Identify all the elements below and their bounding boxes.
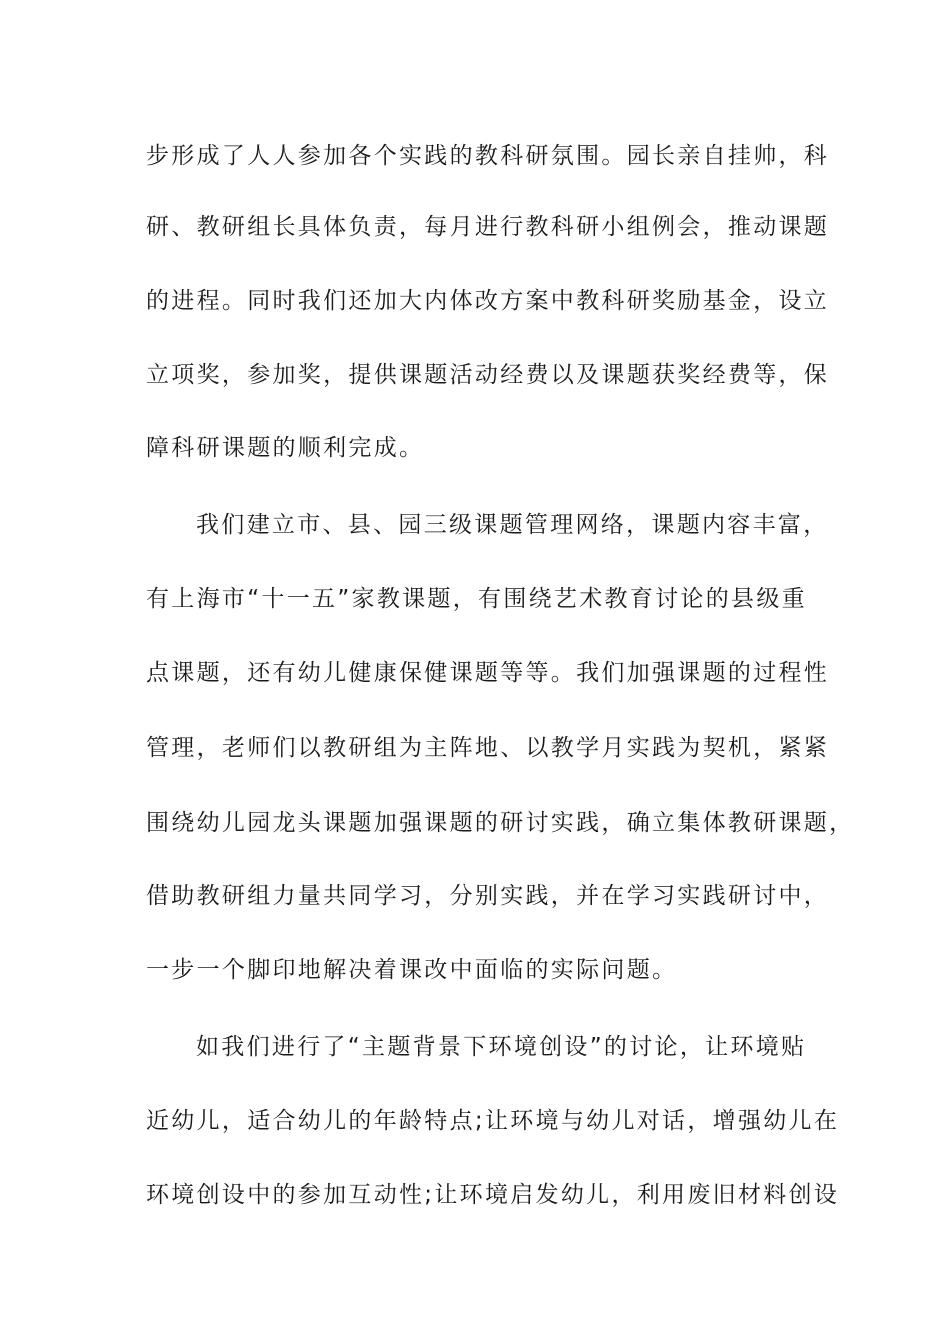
text-line: 如我们进行了“主题背景下环境创设”的讨论，让环境贴 <box>196 1034 807 1060</box>
text-line: 研、教研组长具体负责，每月进行教科研小组例会，推动课题 <box>146 214 830 240</box>
text-line: 点课题，还有幼儿健康保健课题等等。我们加强课题的过程性 <box>146 660 830 686</box>
text-line: 的进程。同时我们还加大内体改方案中教科研奖励基金，设立 <box>146 288 830 314</box>
text-line: 环境创设中的参加互动性;让环境启发幼儿，利用废旧材料创设 <box>146 1182 840 1208</box>
text-line: 立项奖，参加奖，提供课题活动经费以及课题获奖经费等，保 <box>146 362 830 388</box>
text-line: 围绕幼儿园龙头课题加强课题的研讨实践，确立集体教研课题， <box>146 810 855 836</box>
text-line: 障科研课题的顺利完成。 <box>146 435 425 461</box>
text-line: 管理，老师们以教研组为主阵地、以教学月实践为契机，紧紧 <box>146 735 830 761</box>
text-line: 一步一个脚印地解决着课改中面临的实际问题。 <box>146 957 678 983</box>
text-line: 有上海市“十一五”家教课题，有围绕艺术教育讨论的县级重 <box>146 586 807 612</box>
text-line: 步形成了人人参加各个实践的教科研氛围。园长亲自挂帅，科 <box>146 143 830 169</box>
text-line: 借助教研组力量共同学习，分别实践，并在学习实践研讨中， <box>146 883 830 909</box>
text-line: 我们建立市、县、园三级课题管理网络，课题内容丰富， <box>196 512 829 538</box>
text-line: 近幼儿，适合幼儿的年龄特点;让环境与幼儿对话，增强幼儿在 <box>146 1108 840 1134</box>
